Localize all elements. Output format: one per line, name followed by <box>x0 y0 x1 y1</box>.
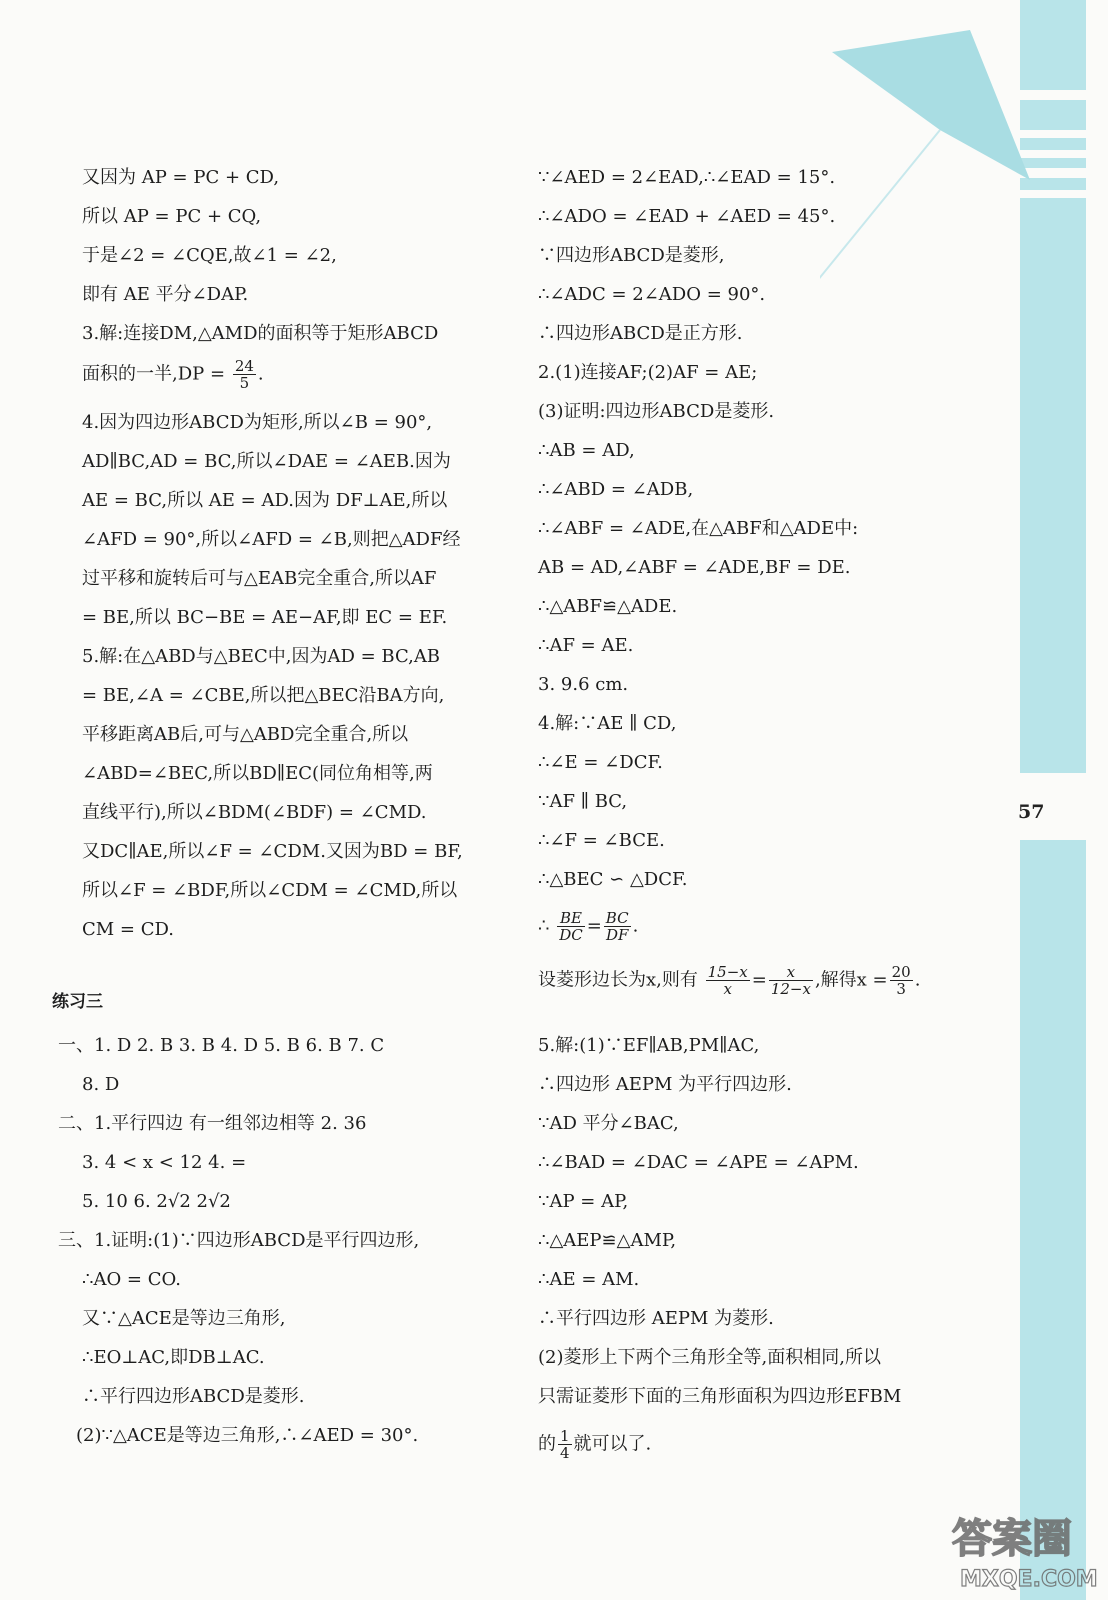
rhombus-t1: 设菱形边长为x,则有 <box>538 969 698 991</box>
right2-line-5: ∵AP = AP, <box>538 1191 629 1212</box>
quarter-fraction <box>558 1428 572 1461</box>
left-line-3: 于是∠2 = ∠CQE,故∠1 = ∠2, <box>82 245 337 266</box>
left-line-20: CM = CD. <box>82 919 175 940</box>
left-line-4: 即有 AE 平分∠DAP. <box>82 284 249 305</box>
svg-text:MXQE.COM: MXQE.COM <box>960 1567 1098 1592</box>
right2-line-9: (2)菱形上下两个三角形全等,面积相同,所以 <box>538 1347 881 1368</box>
right-line-18: ∴∠F = ∠BCE. <box>538 830 665 851</box>
left-line-18: 又DC∥AE,所以∠F = ∠CDM.又因为BD = BF, <box>82 841 463 862</box>
section-line-9: ∴EO⊥AC,即DB⊥AC. <box>82 1347 265 1368</box>
ratio-frac-1 <box>557 910 585 943</box>
ratio-eq: = <box>586 915 602 937</box>
section-line-6: 三、1.证明:(1)∵四边形ABCD是平行四边形, <box>58 1230 420 1251</box>
right-line-8: ∴AB = AD, <box>538 440 635 461</box>
left-line-5: 3.解:连接DM,△AMD的面积等于矩形ABCD <box>82 323 439 344</box>
section-title: 练习三 <box>52 992 103 1012</box>
left-line-12: = BE,所以 BC−BE = AE−AF,即 EC = EF. <box>82 607 448 628</box>
rhombus-end: . <box>914 969 921 991</box>
right2-line-2: ∴四边形 AEPM 为平行四边形. <box>538 1074 792 1095</box>
right-line-15: 4.解:∵AE ∥ CD, <box>538 713 677 734</box>
rhombus-frac-1 <box>706 964 750 997</box>
right-line-10: ∴∠ABF = ∠ADE,在△ABF和△ADE中: <box>538 518 859 539</box>
left-line-11: 过平移和旋转后可与△EAB完全重合,所以AF <box>82 568 437 589</box>
rhombus-num-2: x <box>769 964 813 981</box>
ratio-den-2: DF <box>605 926 629 944</box>
svg-text:答案圈: 答案圈 <box>952 1516 1072 1562</box>
section-line-7: ∴AO = CO. <box>82 1269 181 1290</box>
section-line-4: 3. 4 < x < 12 4. = <box>82 1152 247 1173</box>
right-line-19: ∴△BEC ∽ △DCF. <box>538 869 688 890</box>
quarter-den: 4 <box>560 1444 570 1462</box>
right-line-5: ∴四边形ABCD是正方形. <box>538 323 743 344</box>
left-line-2: 所以 AP = PC + CQ, <box>82 206 262 227</box>
left-line-10: ∠AFD = 90°,所以∠AFD = ∠B,则把△ADF经 <box>82 529 461 550</box>
section-line-5: 5. 10 6. 2√2 2√2 <box>82 1191 231 1212</box>
right-line-13: ∴AF = AE. <box>538 635 634 656</box>
left-line-7: 4.因为四边形ABCD为矩形,所以∠B = 90°, <box>82 412 433 433</box>
dp-denominator: 5 <box>239 374 250 392</box>
right-line-3: ∵四边形ABCD是菱形, <box>538 245 725 266</box>
ratio-frac-2 <box>604 910 631 943</box>
dp-text: 面积的一半,DP = <box>82 363 226 385</box>
section-line-11: (2)∵△ACE是等边三角形,∴∠AED = 30°. <box>76 1425 419 1446</box>
rhombus-eq: = <box>751 969 767 991</box>
section-line-1: 一、1. D 2. B 3. B 4. D 5. B 6. B 7. C <box>58 1035 385 1056</box>
rhombus-den-1: x <box>723 980 732 998</box>
right-line-7: (3)证明:四边形ABCD是菱形. <box>538 401 775 422</box>
ratio-num-1: BE <box>557 910 585 927</box>
right-line-16: ∴∠E = ∠DCF. <box>538 752 663 773</box>
right-line-9: ∴∠ABD = ∠ADB, <box>538 479 694 500</box>
kite-decoration <box>820 30 1060 320</box>
left-line-14: = BE,∠A = ∠CBE,所以把△BEC沿BA方向, <box>82 685 445 706</box>
left-line-6 <box>82 358 264 391</box>
right2-line-3: ∵AD 平分∠BAC, <box>538 1113 679 1134</box>
rhombus-den-3: 3 <box>896 980 906 998</box>
right2-line-7: ∴AE = AM. <box>538 1269 640 1290</box>
section-line-2: 8. D <box>82 1074 120 1095</box>
right-line-17: ∵AF ∥ BC, <box>538 791 628 812</box>
dp-fraction <box>233 358 256 391</box>
ratio-end: . <box>632 915 639 937</box>
right2-line-10: 只需证菱形下面的三角形面积为四边形EFBM <box>538 1386 902 1407</box>
quarter-num: 1 <box>560 1427 570 1445</box>
ratio-num-2: BC <box>605 909 629 927</box>
ratio-line <box>538 910 638 943</box>
left-line-17: 直线平行),所以∠BDM(∠BDF) = ∠CMD. <box>82 802 427 823</box>
left-line-1: 又因为 AP = PC + CD, <box>82 167 280 188</box>
section-line-3: 二、1.平行四边 有一组邻边相等 2. 36 <box>58 1113 367 1134</box>
ratio-prefix: ∴ <box>538 915 550 937</box>
section-line-10: ∴平行四边形ABCD是菱形. <box>82 1386 305 1407</box>
section-line-8: 又∵△ACE是等边三角形, <box>82 1308 286 1329</box>
dp-end: . <box>257 363 264 385</box>
right-line-4: ∴∠ADC = 2∠ADO = 90°. <box>538 284 766 305</box>
left-line-15: 平移距离AB后,可与△ABD完全重合,所以 <box>82 724 409 745</box>
right2-line-1: 5.解:(1)∵EF∥AB,PM∥AC, <box>538 1035 760 1056</box>
watermark-logo <box>950 1508 1100 1594</box>
last-prefix: 的 <box>538 1433 556 1455</box>
rhombus-num-1: 15−x <box>707 963 748 981</box>
right-line-11: AB = AD,∠ABF = ∠ADE,BF = DE. <box>538 557 851 578</box>
right-line-12: ∴△ABF≌△ADE. <box>538 596 678 617</box>
margin-stripe-lower <box>1020 840 1086 1600</box>
right-line-14: 3. 9.6 cm. <box>538 674 629 695</box>
last-line <box>538 1428 651 1461</box>
right2-line-6: ∴△AEP≌△AMP, <box>538 1230 677 1251</box>
dp-numerator: 24 <box>234 357 254 375</box>
right-line-6: 2.(1)连接AF;(2)AF = AE; <box>538 362 758 383</box>
right-line-1: ∵∠AED = 2∠EAD,∴∠EAD = 15°. <box>538 167 836 188</box>
left-line-13: 5.解:在△ABD与△BEC中,因为AD = BC,AB <box>82 646 441 667</box>
right2-line-8: ∴平行四边形 AEPM 为菱形. <box>538 1308 774 1329</box>
left-line-19: 所以∠F = ∠BDF,所以∠CDM = ∠CMD,所以 <box>82 880 458 901</box>
right2-line-4: ∴∠BAD = ∠DAC = ∠APE = ∠APM. <box>538 1152 859 1173</box>
left-line-8: AD∥BC,AD = BC,所以∠DAE = ∠AEB.因为 <box>82 451 451 472</box>
last-suffix: 就可以了. <box>573 1433 652 1455</box>
rhombus-num-3: 20 <box>891 963 911 981</box>
rhombus-frac-3 <box>890 964 913 997</box>
rhombus-den-2: 12−x <box>770 980 811 998</box>
right-line-2: ∴∠ADO = ∠EAD + ∠AED = 45°. <box>538 206 836 227</box>
ratio-den-1: DC <box>559 926 583 944</box>
left-line-16: ∠ABD=∠BEC,所以BD∥EC(同位角相等,两 <box>82 763 433 784</box>
rhombus-frac-2 <box>769 964 813 997</box>
left-line-9: AE = BC,所以 AE = AD.因为 DF⊥AE,所以 <box>82 490 448 511</box>
page-number: 57 <box>1018 792 1078 832</box>
rhombus-line <box>538 964 920 997</box>
rhombus-t2: ,解得x = <box>814 969 888 991</box>
